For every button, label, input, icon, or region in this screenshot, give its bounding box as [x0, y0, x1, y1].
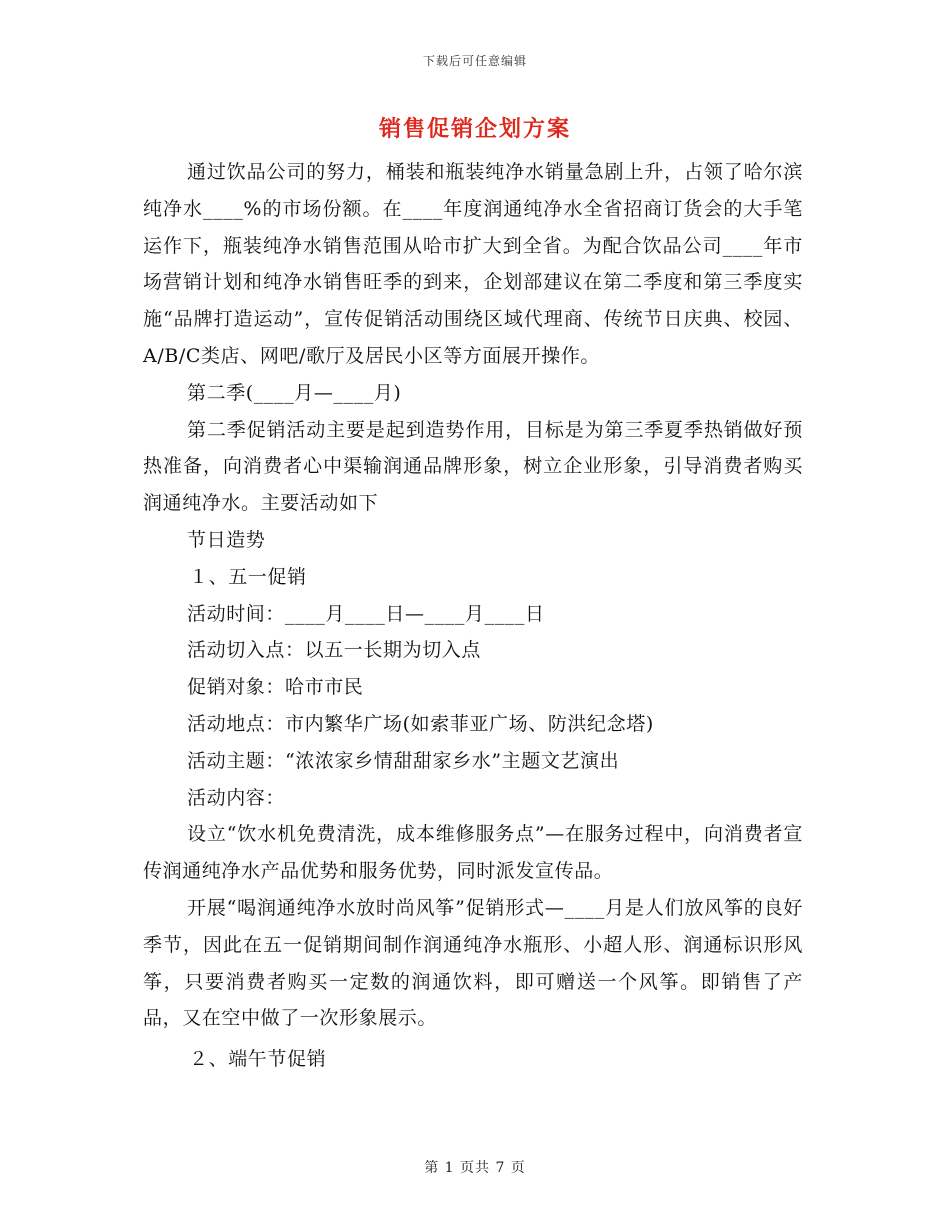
subheading-festival: 节日造势: [187, 528, 266, 551]
activity-time: 活动时间：____月____日—____月____日: [187, 602, 545, 625]
list-item-may-day: １、五一促销: [189, 565, 307, 588]
paragraph-q2-goal: 第二季促销活动主要是起到造势作用，目标是为第三季夏季热销做好预热准备，向消费者心中渠输润通品牌形象，树立企业形象，引导消费者购买润通纯净水。主要活动如下: [143, 418, 803, 515]
document-body: [143, 154, 803, 1078]
paragraph-kite-promo: 开展“喝润通纯净水放时尚风筝”促销形式—____月是人们放风筝的良好季节，因此在五一促销期间制作润通纯净水瓶形、小超人形、润通标识形风筝，只要消费者购买一定数的润通饮料，即可赠送一个风筝。即销售了产品，又在空中做了一次形象展示。: [143, 896, 803, 1030]
activity-entry-point: 活动切入点：以五一长期为切入点: [187, 639, 482, 662]
list-item-dragon-boat: ２、端午节促销: [189, 1048, 327, 1071]
document-title: 销售促销企划方案: [378, 116, 571, 142]
activity-content-label: 活动内容：: [187, 786, 286, 809]
page-number: 第 1 页共 7 页: [424, 1160, 526, 1176]
header-note: 下载后可任意编辑: [422, 54, 527, 68]
activity-theme: 活动主题：“浓浓家乡情甜甜家乡水”主题文艺演出: [187, 749, 620, 772]
promotion-target: 促销对象：哈市市民: [187, 676, 364, 699]
paragraph-service-point: 设立“饮水机免费清洗，成本维修服务点”—在服务过程中，向消费者宣传润通纯净水产品优势和服务优势，同时派发宣传品。: [143, 823, 803, 883]
section-heading-q2: 第二季(____月—____月): [187, 381, 402, 404]
paragraph-intro: 通过饮品公司的努力，桶装和瓶装纯净水销量急剧上升，占领了哈尔滨纯净水____%的市场份额。在____年度润通纯净水全省招商订货会的大手笔运作下，瓶装纯净水销售范围从哈市扩大到全省。为配合饮品公司____年市场营销计划和纯净水销售旺季的到来，企划部建议在第二季度和第三季度实施“品牌打造运动”，宣传促销活动围绕区域代理商、传统节日庆典、校园、A/B/C类店、网吧/歌厅及居民小区等方面展开操作。: [143, 161, 803, 367]
activity-location: 活动地点：市内繁华广场(如索菲亚广场、防洪纪念塔): [187, 712, 654, 735]
